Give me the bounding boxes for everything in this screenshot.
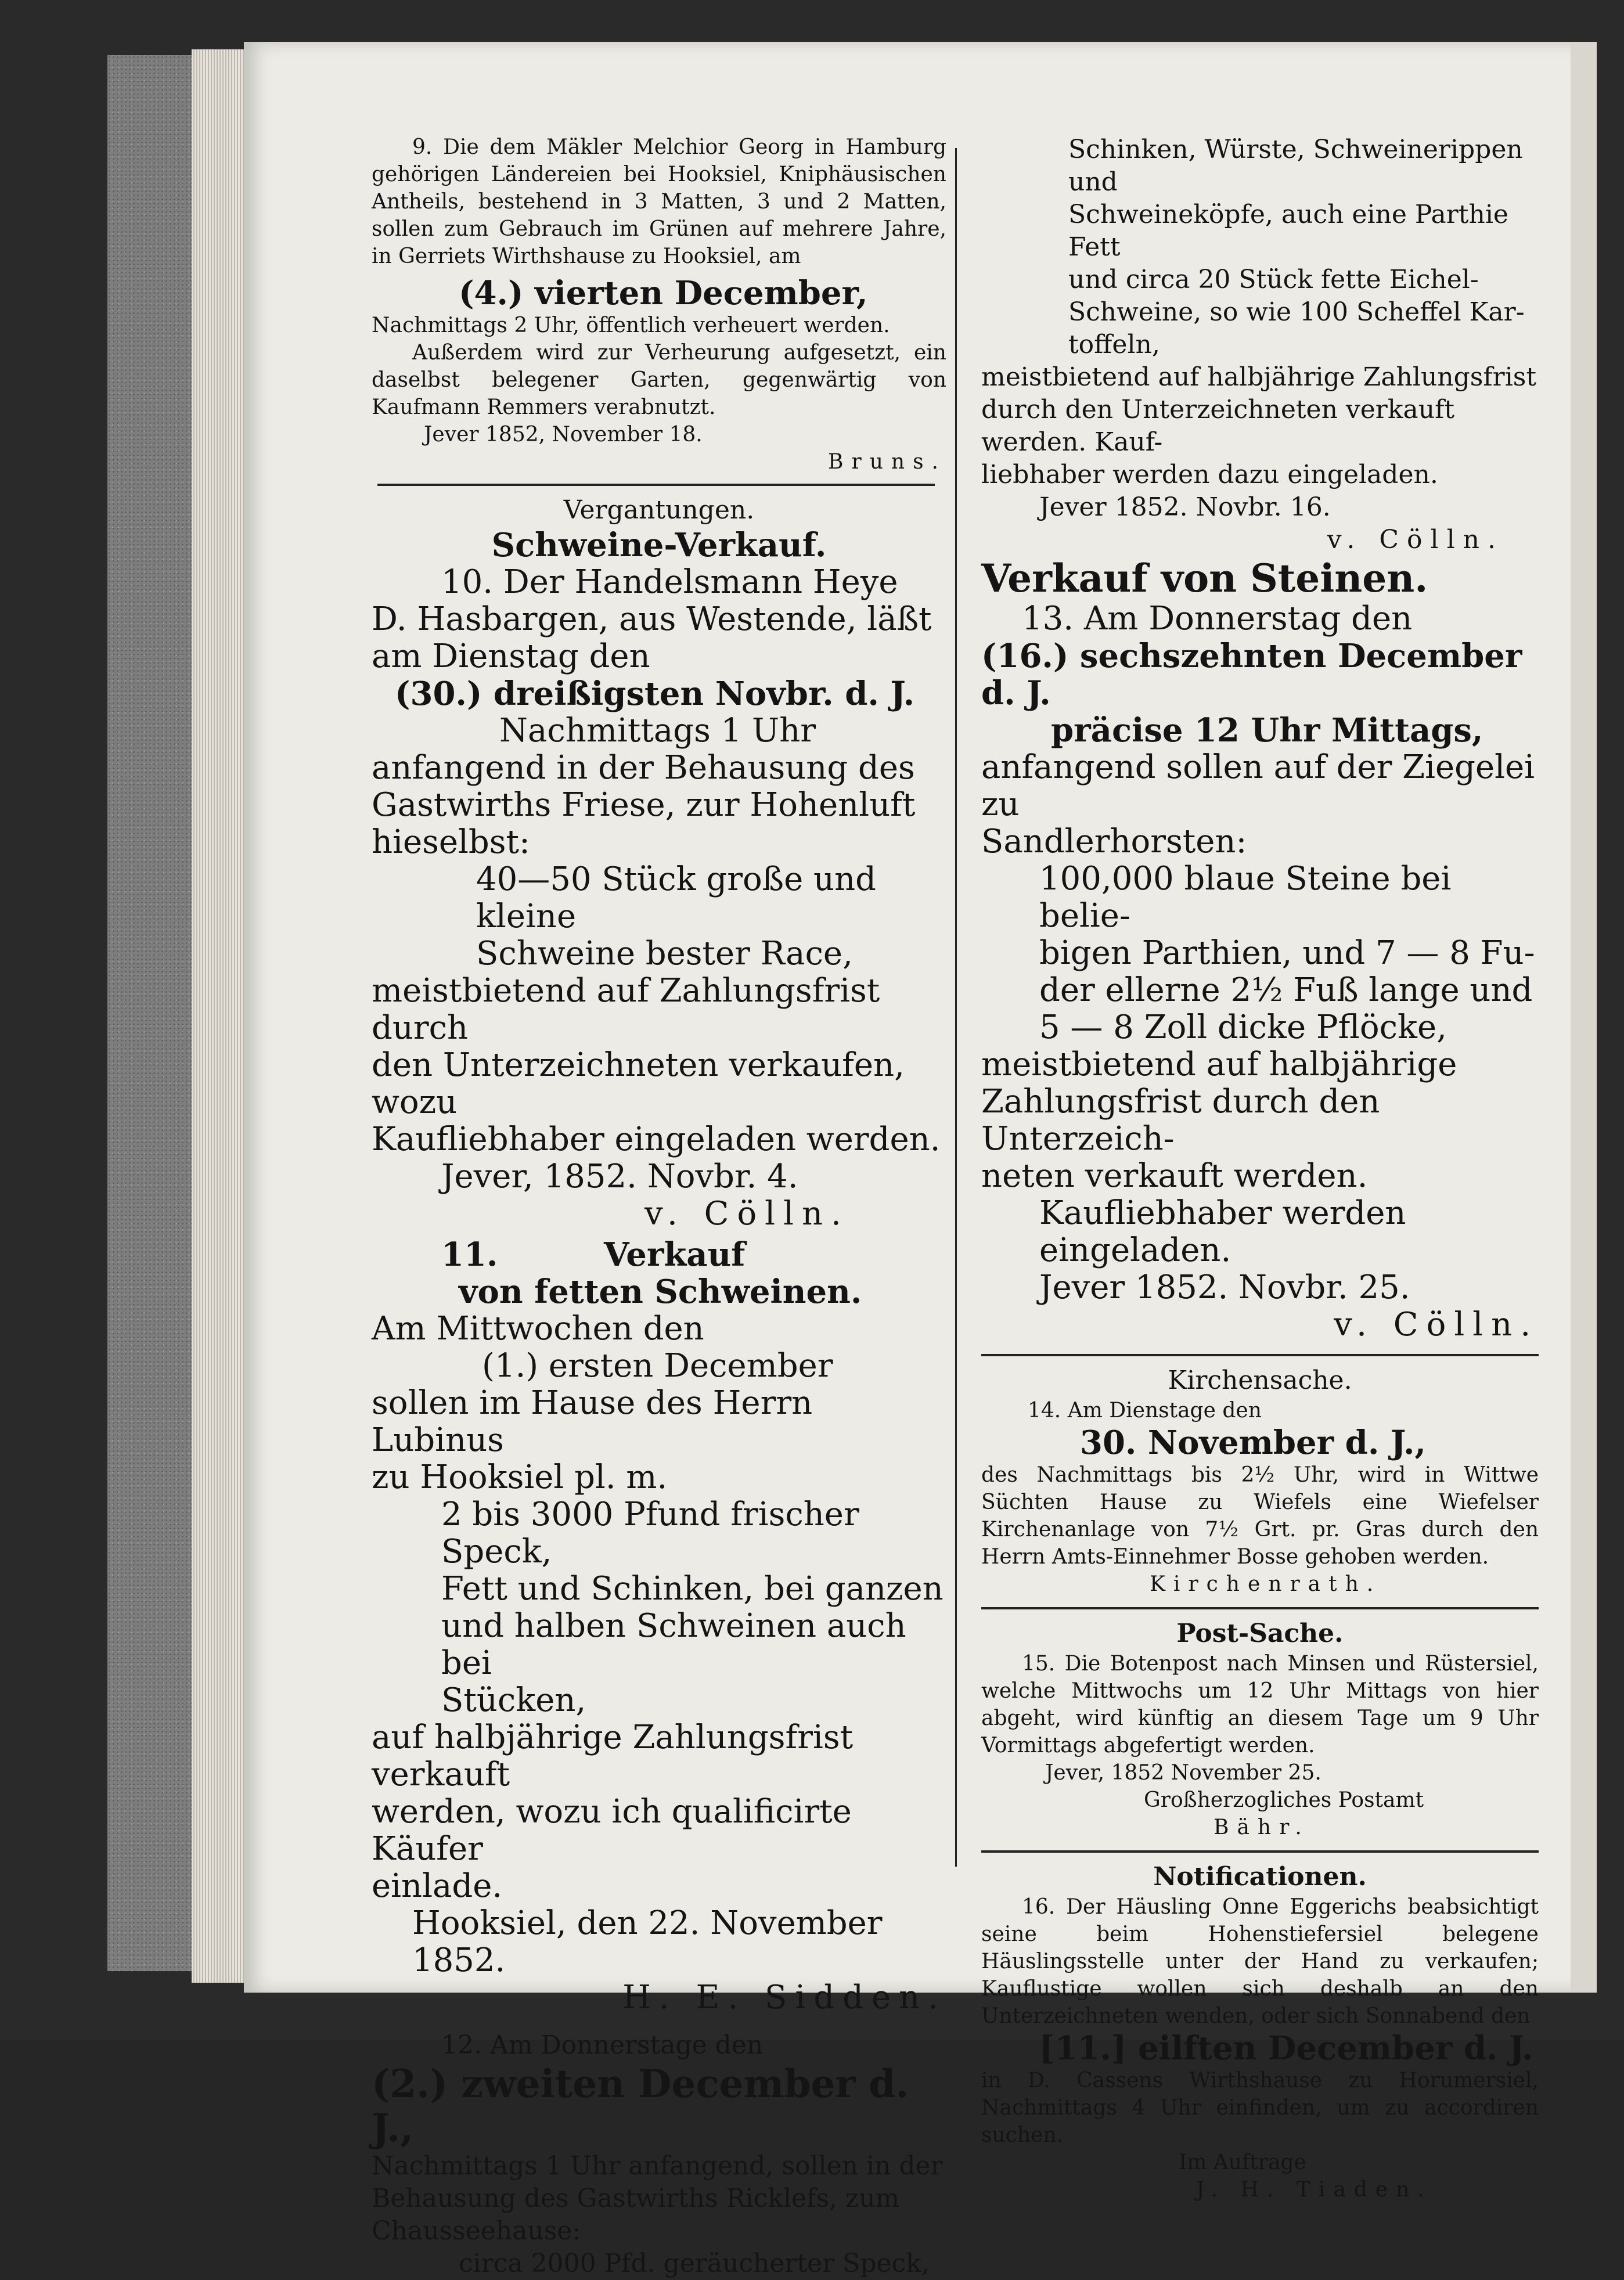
notice-12-cont-line: und circa 20 Stück fette Eichel-: [1068, 265, 1479, 294]
notice-9-extra: Außerdem wird zur Verheurung aufgesetzt, ein daselbst belegener Garten, gegenwärtig von Kaufmann Remmers verabnutzt.: [372, 341, 946, 419]
notice-14-heading: Kirchensache.: [1168, 1366, 1352, 1395]
notice-12-cont-line: Schinken, Würste, Schweinerippen und: [1068, 135, 1523, 197]
notice-13-line: Zahlungsfrist durch den Unterzeich-: [981, 1083, 1380, 1158]
notice-15-heading: Post-Sache.: [1176, 1619, 1344, 1648]
notice-13-line: 5 — 8 Zoll dicke Pflöcke,: [1039, 1008, 1447, 1046]
notice-13-line: Sandlerhorsten:: [981, 823, 1247, 860]
notice-11-place-date: Hooksiel, den 22. November 1852.: [412, 1904, 883, 1979]
notice-10-heading: Schweine-Verkauf.: [491, 526, 827, 564]
notice-12-cont-signer: v. Cölln.: [1327, 525, 1504, 554]
notice-15-office: Großherzogliches Postamt: [1144, 1788, 1424, 1812]
notice-12-line: Nachmittags 1 Uhr anfangend, sollen in der: [372, 2151, 943, 2181]
notice-13-line: der ellerne 2½ Fuß lange und: [1039, 971, 1533, 1009]
notice-9-date: (4.) vierten December,: [459, 274, 868, 312]
notice-12-cont-line: durch den Unterzeichneten verkauft werden. Kauf-: [981, 395, 1455, 457]
page-right-edge: [1571, 42, 1597, 1993]
notice-11-date: (1.) ersten December: [482, 1347, 833, 1385]
divider: [981, 1850, 1539, 1853]
notice-13-intro: 13. Am Donnerstag den: [1022, 600, 1413, 637]
notice-13-time: präcise 12 Uhr Mittags,: [1051, 711, 1483, 750]
notice-13-place-date: Jever 1852. Novbr. 25.: [1039, 1269, 1410, 1306]
book-cover-marbled: [107, 55, 195, 1971]
notice-11-number: 11.: [441, 1236, 498, 1274]
notice-12-line: Behausung des Gastwirths Ricklefs, zum: [372, 2184, 900, 2213]
notice-16-heading: Notificationen.: [1153, 1862, 1367, 1892]
notice-14: [981, 1364, 1539, 1598]
notice-10-line: D. Hasbargen, aus Westende, läßt: [372, 600, 932, 638]
notice-12-continued: [981, 134, 1539, 556]
notice-12-cont-line: Schweine, so wie 100 Scheffel Kar-: [1068, 297, 1525, 327]
notice-12-date: (2.) zweiten December d. J.,: [372, 2061, 909, 2151]
notice-13-date: (16.) sechszehnten December d. J.: [981, 637, 1522, 712]
notice-12-cont-line: meistbietend auf halbjährige Zahlungsfrist: [981, 362, 1537, 392]
notice-13-line: Kaufliebhaber werden eingeladen.: [1039, 1194, 1406, 1269]
notice-16-date: [11.] eilften December d. J.: [1039, 2029, 1533, 2068]
notice-12-line: Chausseehause:: [372, 2216, 581, 2246]
notice-9-signer: Bruns.: [828, 450, 946, 474]
notice-10-signer: v. Cölln.: [644, 1195, 849, 1233]
notice-11-line: Fett und Schinken, bei ganzen: [441, 1570, 944, 1608]
notice-11-line: Stücken,: [441, 1681, 586, 1719]
notice-12: [372, 2029, 946, 2280]
notice-10: [372, 527, 946, 1233]
notice-11-number-row: [372, 1236, 946, 1273]
notice-16-text: 16. Der Häusling Onne Eggerichs beabsichtigt seine beim Hohenstiefersiel belegene Häuslingsstelle unter der Hand zu verkaufen; Kauflustige wollen sich deshalb an den Unterzeichneten wenden, oder sich Sonnabend den: [981, 1895, 1539, 2028]
notice-10-line: Nachmittags 1 Uhr: [499, 712, 816, 750]
notice-14-signer: Kirchenrath.: [1150, 1572, 1382, 1596]
notice-11-line: auf halbjährige Zahlungsfrist verkauft: [372, 1719, 854, 1793]
notice-12-line: circa 2000 Pfd. geräucherter Speck,: [459, 2249, 930, 2278]
notice-12-cont-place-date: Jever 1852. Novbr. 16.: [1039, 492, 1331, 522]
notice-13-line: meistbietend auf halbjährige: [981, 1046, 1457, 1083]
notice-10-line: Schweine bester Race,: [476, 935, 853, 972]
notice-15: [981, 1618, 1539, 1841]
divider: [981, 1607, 1539, 1609]
notice-10-line: Kaufliebhaber eingeladen werden.: [372, 1121, 941, 1158]
notice-12-cont-line: Schweineköpfe, auch eine Parthie Fett: [1068, 200, 1508, 262]
notice-16-office: Im Auftrage: [1179, 2151, 1306, 2174]
notice-11: [372, 1236, 946, 2016]
notice-13-signer: v. Cölln.: [1334, 1306, 1539, 1343]
notice-10-line: anfangend in der Behausung des: [372, 749, 915, 787]
notice-13-line: anfangend sollen auf der Ziegelei zu: [981, 748, 1535, 823]
notice-10-line: am Dienstag den: [372, 637, 650, 675]
notice-10-line: 10. Der Handelsmann Heye: [441, 563, 898, 601]
notice-10-line: Gastwirths Friese, zur Hohenluft: [372, 786, 916, 824]
notice-10-date: (30.) dreißigsten Novbr. d. J.: [395, 675, 915, 713]
right-column: [981, 134, 1539, 2203]
notice-11-line: zu Hooksiel pl. m.: [372, 1458, 668, 1496]
notice-11-heading: Verkauf: [604, 1236, 746, 1274]
notice-9-time: Nachmittags 2 Uhr, öffentlich verheuert werden.: [372, 314, 890, 337]
notice-14-text: des Nachmittags bis 2½ Uhr, wird in Wittwe Süchten Hause zu Wiefels eine Wiefelser Kirchenanlage von 7½ Grt. pr. Gras durch den Herrn Amts-Einnehmer Bosse gehoben werden.: [981, 1463, 1539, 1569]
notice-11-line: einlade.: [372, 1867, 503, 1905]
notice-14-intro: 14. Am Dienstage den: [1028, 1399, 1262, 1422]
notice-11-line: und halben Schweinen auch bei: [441, 1607, 906, 1682]
notice-11-line: 2 bis 3000 Pfund frischer Speck,: [441, 1496, 859, 1571]
notice-11-line: sollen im Hause des Herrn Lubinus: [372, 1384, 813, 1459]
notice-12-intro: 12. Am Donnerstage den: [441, 2030, 764, 2060]
notice-9-place-date: Jever 1852, November 18.: [424, 423, 703, 446]
notice-10-line: meistbietend auf Zahlungsfrist durch: [372, 972, 880, 1047]
section-title: Vergantungen.: [563, 495, 755, 525]
notice-9-text: 9. Die dem Mäkler Melchior Georg in Hamburg gehörigen Ländereien bei Hooksiel, Kniphäusischen Antheils, bestehend in 3 Matten, 3 und 2 Matten, sollen zum Gebrauch im Grünen auf mehrere Jahre, in Gerriets Wirthshause zu Hooksiel, am: [372, 135, 946, 268]
column-divider: [955, 148, 957, 1867]
notice-10-line: den Unterzeichneten verkaufen, wozu: [372, 1046, 905, 1121]
notice-12-cont-line: toffeln,: [1068, 330, 1160, 359]
notice-11-signer: H. E. Sidden.: [622, 1979, 946, 2016]
notice-14-date: 30. November d. J.,: [1080, 1424, 1426, 1462]
page-stack-edge: [192, 49, 247, 1983]
notice-9: [372, 134, 946, 476]
notice-10-place-date: Jever, 1852. Novbr. 4.: [441, 1158, 798, 1195]
notice-15-signer: Bähr.: [1214, 1816, 1310, 1839]
notice-16-signer: J. H. Tiaden.: [1196, 2178, 1432, 2202]
notice-11-line: werden, wozu ich qualificirte Käufer: [372, 1793, 852, 1868]
notice-12-cont-line: liebhaber werden dazu eingeladen.: [981, 460, 1438, 489]
notice-16: [981, 1861, 1539, 2203]
notice-16-text2: in D. Cassens Wirthshause zu Horumersiel, Nachmittags 4 Uhr einfinden, um zu accordiren suchen.: [981, 2069, 1539, 2147]
notice-11-line: Am Mittwochen den: [372, 1310, 704, 1348]
notice-10-line: 40—50 Stück große und kleine: [476, 860, 877, 935]
notice-13: [981, 556, 1539, 1343]
notice-13-line: 100,000 blaue Steine bei belie-: [1039, 860, 1452, 935]
notice-13-line: neten verkauft werden.: [981, 1157, 1368, 1195]
left-column: [372, 134, 946, 2280]
notice-13-heading: Verkauf von Steinen.: [981, 556, 1428, 601]
notice-13-line: bigen Parthien, und 7 — 8 Fu-: [1039, 934, 1535, 972]
notice-11-subheading: von fetten Schweinen.: [459, 1273, 862, 1311]
notice-15-text: 15. Die Botenpost nach Minsen und Rüstersiel, welche Mittwochs um 12 Uhr Mittags von hier abgeht, wird künftig an diesem Tage um 9 Uhr Vormittags abgefertigt werden.: [981, 1652, 1539, 1757]
divider: [377, 484, 935, 486]
notice-15-place-date: Jever, 1852 November 25.: [1045, 1761, 1321, 1785]
notice-10-line: hieselbst:: [372, 823, 530, 861]
divider: [981, 1354, 1539, 1356]
